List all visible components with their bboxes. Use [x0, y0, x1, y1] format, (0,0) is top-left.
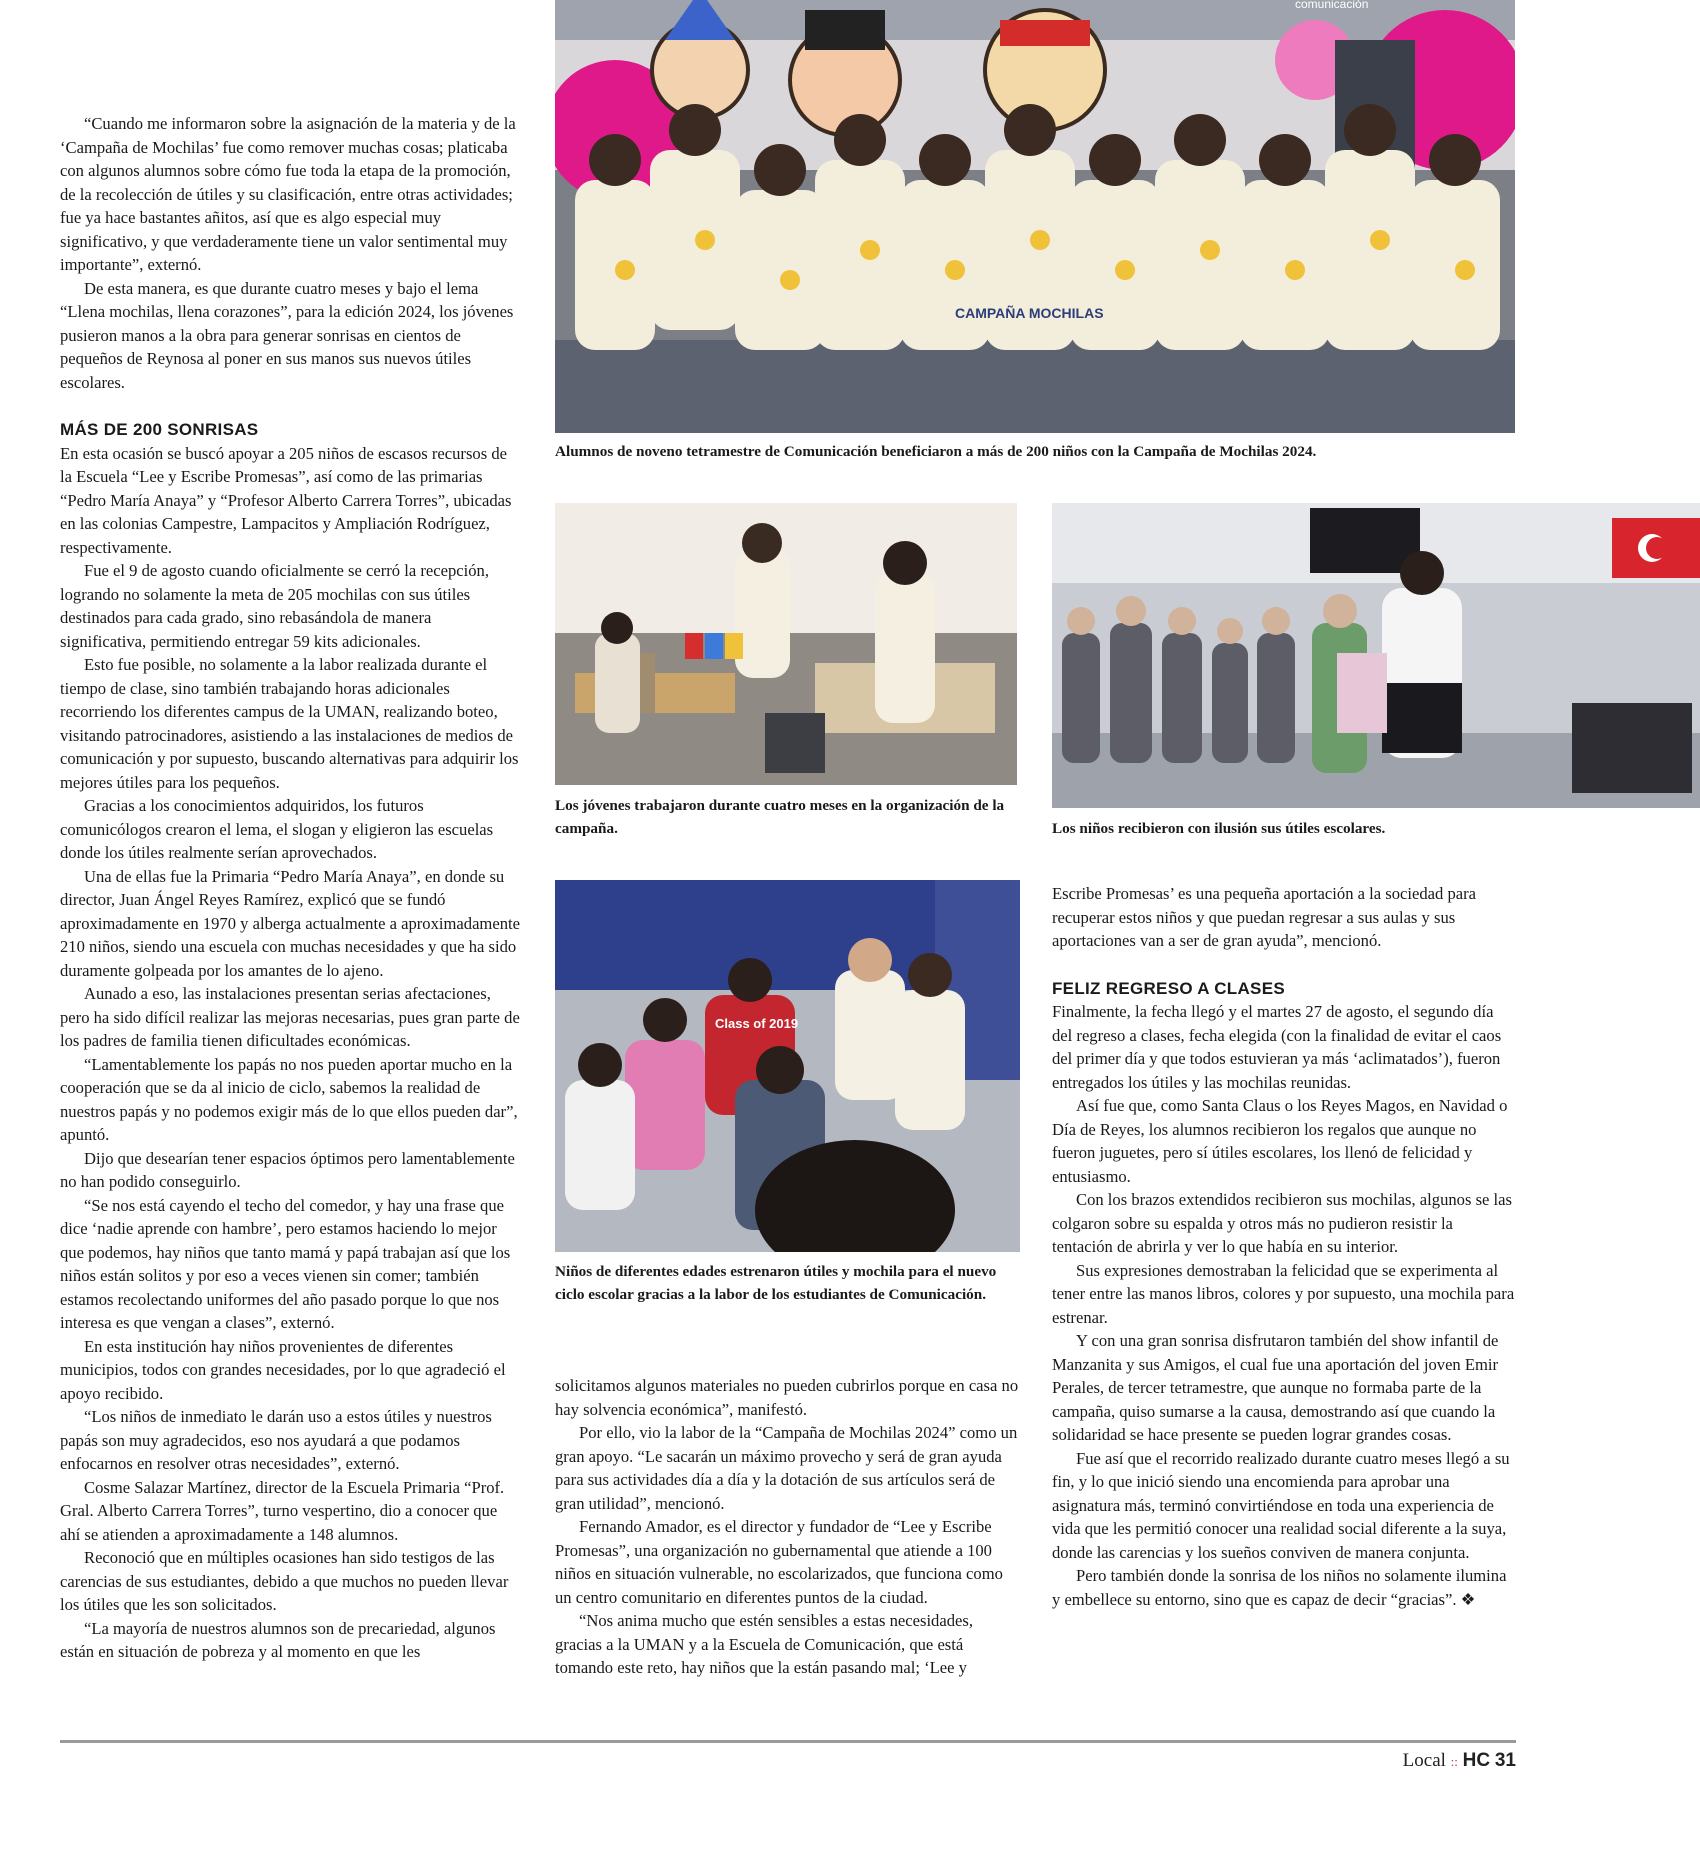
workroom-photo-caption: Los jóvenes trabajaron durante cuatro meses en la organización de la campaña.: [555, 797, 1005, 837]
group-photo: [555, 0, 1515, 433]
body-paragraph: Gracias a los conocimientos adquiridos, los futuros comunicólogos crearon el lema, el slogan y eligieron las escuelas donde los útiles realmente serían aprovechados.: [60, 796, 494, 862]
body-paragraph: Así fue que, como Santa Claus o los Reyes Magos, en Navidad o Día de Reyes, los alumnos recibieron los regalos que aunque no fueron juguetes, pero sí útiles escolares, los llenó de felicidad y entusiasmo.: [1052, 1096, 1508, 1186]
body-paragraph: Reconoció que en múltiples ocasiones han sido testigos de las carencias de sus estudiantes, debido a que muchos no pueden llevar los útiles que les son solicitados.: [60, 1548, 509, 1614]
kids-photo: [555, 880, 1020, 1252]
folio-brand: HC: [1462, 1750, 1491, 1771]
workroom-photo: [555, 503, 1017, 785]
banner-text: comunicación: [1295, 0, 1369, 11]
section-heading-sonrisas: MÁS DE 200 SONRISAS: [60, 420, 259, 439]
body-paragraph: “Se nos está cayendo el techo del comedor, y hay una frase que dice ‘nadie aprende con hambre’, pero estamos haciendo lo mejor que podemos, hay niños que tanto mamá y papá trabajan así que los niños están solitos y por eso a veces vienen sin comer; también estamos recolectando uniformes del año pasado porque lo que nos interesa es que vengan a clases”, externó.: [60, 1195, 511, 1332]
delivery-photo-caption: Los niños recibieron con ilusión sus útiles escolares.: [1052, 820, 1386, 837]
closing-text: Pero también donde la sonrisa de los niños no solamente ilumina y embellece su entorno, sino que es capaz de decir “gracias”.: [1052, 1566, 1507, 1609]
delivery-photo: [1052, 503, 1700, 808]
body-paragraph: En esta institución hay niños provenientes de diferentes municipios, todos con grandes necesidades, por lo que agradeció el apoyo recibido.: [60, 1336, 506, 1403]
group-photo-illustration: [555, 0, 1515, 433]
closing-paragraph: [1052, 1564, 1517, 1611]
body-paragraph: “Nos anima mucho que estén sensibles a estas necesidades, gracias a la UMAN y a la Escuela de Comunicación, que está tomando este reto, hay niños que la están pasando mal; ‘Lee y: [555, 1611, 973, 1677]
body-paragraph: Aunado a eso, las instalaciones presentan serias afectaciones, pero ha sido difícil realizar las mejoras necesarias, pues gran parte de los padres de familia tienen dificultades económicas.: [60, 984, 520, 1050]
workroom-photo-illustration: [555, 503, 1017, 785]
body-paragraph: Fernando Amador, es el director y fundador de “Lee y Escribe Promesas”, una organización no gubernamental que atiende a 100 niños en situación vulnerable, no escolarizados, que funciona como un centro comunitario en diferentes puntos de la ciudad.: [555, 1517, 1003, 1607]
body-paragraph: Sus expresiones demostraban la felicidad que se experimenta al tener entre las manos libros, colores y por supuesto, una mochila para estrenar.: [1052, 1260, 1515, 1327]
body-paragraph: “Lamentablemente los papás no nos pueden aportar mucho en la cooperación que se da al inicio de ciclo, sabemos la realidad de nuestros papás y no podemos exigir más de lo que ellos pueden dar”, apuntó.: [60, 1054, 518, 1144]
end-mark-icon: ❖: [1460, 1589, 1476, 1609]
body-paragraph: Escribe Promesas’ es una pequeña aportación a la sociedad para recuperar estos niños y que puedan regresar a sus aulas y sus aportaciones van a ser de gran ayuda”, mencionó.: [1052, 884, 1477, 950]
footer-rule: [60, 1740, 1516, 1743]
body-paragraph: Con los brazos extendidos recibieron sus mochilas, algunos se las colgaron sobre su espalda y otros más no pudieron resistir la tentación de abrirla y ver lo que había en su interior.: [1052, 1190, 1512, 1256]
article-column-3: [1052, 882, 1517, 1611]
body-paragraph: Esto fue posible, no solamente a la labor realizada durante el tiempo de clase, sino también trabajando horas adicionales recorriendo los diferentes campus de la UMAN, realizando boteo, visitando patrocinadores, asistiendo a las instalaciones de medios de comunicación y por supuesto, buscando alternativas para adquirir los mejores útiles para los pequeños.: [60, 655, 519, 792]
page-folio: [1403, 1750, 1516, 1772]
shirt-print-text: CAMPAÑA MOCHILAS: [955, 305, 1104, 321]
intro-paragraph: “Cuando me informaron sobre la asignación de la materia y de la ‘Campaña de Mochilas’ fue como remover muchas cosas; platicaba con algunos alumnos sobre cómo fue toda la etapa de la promoción, de la recolección de útiles y su clasificación, entre otras actividades; fue ya hace bastantes añitos, así que es algo especial muy significativo, y que verdaderamente tiene un valor sentimental muy importante”, externó.: [60, 114, 516, 274]
article-column-1: [60, 112, 520, 1664]
section-lead-paragraph: Finalmente, la fecha llegó y el martes 27 de agosto, el segundo día del regreso a clases, fecha elegida (con la finalidad de evitar el caos del primer día y que todos estuvieran ya más ‘aclimatados’), fueron entregados los útiles y las mochilas reunidas.: [1052, 1002, 1502, 1092]
article-column-2: [555, 1374, 1020, 1680]
kids-photo-caption: Niños de diferentes edades estrenaron útiles y mochila para el nuevo ciclo escolar gracias a la labor de los estudiantes de Comunicación.: [555, 1263, 997, 1303]
body-paragraph: Dijo que desearían tener espacios óptimos pero lamentablemente no han podido conseguirlo.: [60, 1148, 515, 1191]
body-paragraph: “Los niños de inmediato le darán uso a estos útiles y nuestros papás son muy agradecidos, eso nos ayudará a que podamos enfocarnos en resolver otras necesidades”, externó.: [60, 1407, 492, 1473]
section-heading-regreso: FELIZ REGRESO A CLASES: [1052, 978, 1285, 998]
section-lead-paragraph: En esta ocasión se buscó apoyar a 205 niños de escasos recursos de la Escuela “Lee y Escribe Promesas”, así como de las primarias “Pedro María Anaya” y “Profesor Alberto Carrera Torres”, ubicadas en las colonias Campestre, Lampacitos y Ampliación Rodríguez, respectivamente.: [60, 443, 512, 557]
body-paragraph: solicitamos algunos materiales no pueden cubrirlos porque en casa no hay solvencia económica”, manifestó.: [555, 1376, 1019, 1419]
body-paragraph: Por ello, vio la labor de la “Campaña de Mochilas 2024” como un gran apoyo. “Le sacarán un máximo provecho y será de gran ayuda para sus actividades día a día y la dotación de sus artículos será de gran utilidad”, mencionó.: [555, 1423, 1018, 1513]
body-paragraph: Fue así que el recorrido realizado durante cuatro meses llegó a su fin, y lo que inició siendo una encomienda para aprobar una asignatura más, terminó convirtiéndose en toda una experiencia de vida que les permitió conocer una realidad social diferente a la suya, donde las carencias y los sueños conviven de manera conjunta.: [1052, 1448, 1510, 1562]
body-paragraph: Fue el 9 de agosto cuando oficialmente se cerró la recepción, logrando no solamente la meta de 205 mochilas con sus útiles destinados para cada grado, sino rebasándola de manera significativa, permitiendo entregar 59 kits adicionales.: [60, 561, 489, 651]
body-paragraph: Y con una gran sonrisa disfrutaron también del show infantil de Manzanita y sus Amigos, el cual fue una aportación del joven Emir Perales, de tercer tetramestre, que aunque no formaba parte de la campaña, quiso sumarse a la causa, demostrando así que cuando la solidaridad se hace presente se pueden lograr grandes cosas.: [1052, 1331, 1499, 1444]
body-paragraph: Una de ellas fue la Primaria “Pedro María Anaya”, en donde su director, Juan Ángel Reyes Ramírez, explicó que se fundó aproximadamente en 1970 y alberga actualmente a aproximadamente 210 niños, siendo una escuela con muchas necesidades y que ha sido duramente golpeada por los amantes de lo ajeno.: [60, 866, 520, 980]
intro-paragraph: De esta manera, es que durante cuatro meses y bajo el lema “Llena mochilas, llena corazones”, para la edición 2024, los jóvenes pusieron manos a la obra para generar sonrisas en cientos de pequeños de Reynosa al poner en sus manos sus nuevos útiles escolares.: [60, 278, 514, 392]
delivery-photo-illustration: [1052, 503, 1700, 808]
folio-page-number: 31: [1494, 1750, 1516, 1771]
kids-photo-illustration: [555, 880, 1020, 1252]
group-photo-caption: Alumnos de noveno tetramestre de Comunicación beneficiaron a más de 200 niños con la Campaña de Mochilas 2024.: [555, 443, 1317, 460]
kids-shirt-print-text: Class of 2019: [715, 1016, 799, 1031]
folio-separator: ::: [1450, 1754, 1458, 1769]
body-paragraph: Cosme Salazar Martínez, director de la Escuela Primaria “Prof. Gral. Alberto Carrera Torres”, turno vespertino, dio a conocer que ahí se atienden a aproximadamente a 148 alumnos.: [60, 1477, 505, 1544]
body-paragraph: “La mayoría de nuestros alumnos son de precariedad, algunos están en situación de pobreza y al momento en que les: [60, 1618, 496, 1661]
folio-section: Local: [1402, 1750, 1446, 1771]
